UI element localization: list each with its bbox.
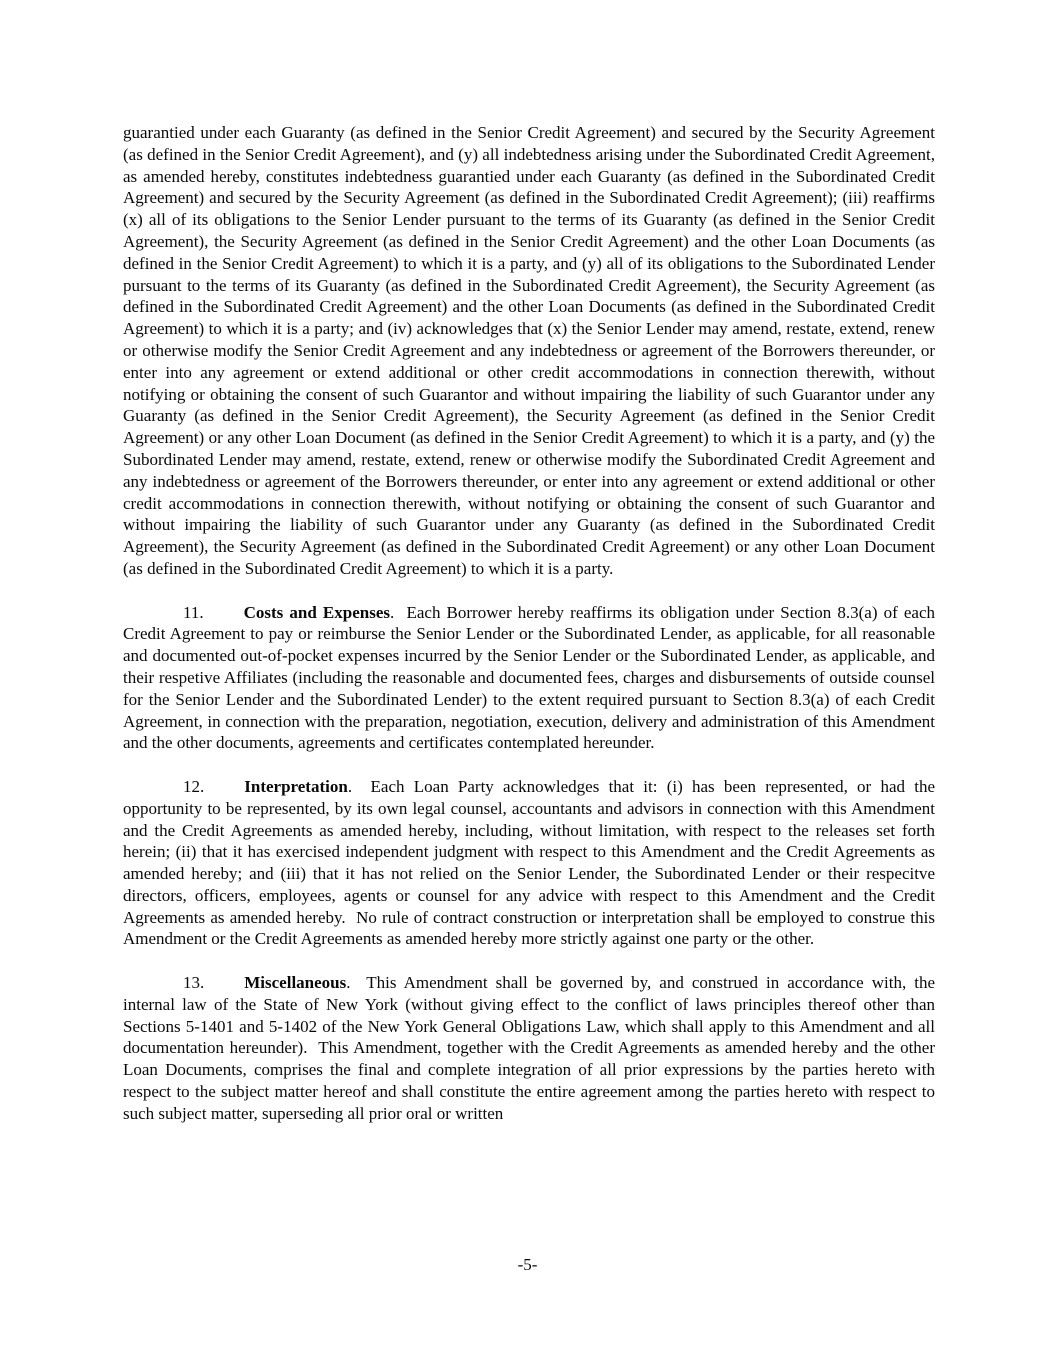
paragraph-body: This Amendment shall be governed by, and construed in accordance with, the internal law of the State of New York (without giving effect to the conflict of laws principles thereof other than Sections 5-1401 and 5-1402 of the New York General Obligations Law, which shall apply to this Amendment and all documentation hereunder). This Amendment, together with the Credit Agreements as amended hereby and the other Loan Documents, comprises the final and complete integration of all prior expressions by the parties hereto with respect to the subject matter hereof and shall constitute the entire agreement among the parties hereto with respect to such subject matter, superseding all prior oral or written [123,973,940,1123]
paragraph-body: Each Loan Party acknowledges that it: (i) has been represented, or had the opportunity to be represented, by its own legal counsel, accountants and advisors in connection with this Amendment and the Credit Agreements as amended hereby, including, without limitation, with respect to the releases set forth herein; (ii) that it has exercised independent judgment with respect to this Amendment and the Credit Agreements as amended hereby; and (iii) that it has not relied on the Senior Lender, the Subordinated Lender or their respecitve directors, officers, employees, agents or counsel for any advice with respect to this Amendment and the Credit Agreements as amended hereby. No rule of contract construction or interpretation shall be employed to construe this Amendment or the Credit Agreements as amended hereby more strictly against one party or the other. [123,776,940,949]
paragraph-13-miscellaneous [123,972,940,1125]
page-number-footer: -5- [517,1255,538,1274]
paragraph-number: 12. [183,776,205,796]
paragraph-number: 11. [183,602,204,622]
paragraph-body: guarantied under each Guaranty (as defined in the Senior Credit Agreement) and secured by the Security Agreement (as defined in the Senior Credit Agreement), and (y) all indebtedness arising under the Subordinated Credit Agreement, as amended hereby, constitutes indebtedness guarantied under each Guaranty (as defined in the Subordinated Credit Agreement) and secured by the Security Agreement (as defined in the Subordinated Credit Agreement); (iii) reaffirms (x) all of its obligations to the Senior Lender pursuant to the terms of its Guaranty (as defined in the Senior Credit Agreement), the Security Agreement (as defined in the Senior Credit Agreement) and the other Loan Documents (as defined in the Senior Credit Agreement) to which it is a party, and (y) all of its obligations to the Subordinated Lender pursuant to the terms of its Guaranty (as defined in the Subordinated Credit Agreement), the Security Agreement (as defined in the Subordinated Credit Agreement) and the other Loan Documents (as defined in the Subordinated Credit Agreement) to which it is a party; and (iv) acknowledges that (x) the Senior Lender may amend, restate, extend, renew or otherwise modify the Senior Credit Agreement and any indebtedness or agreement of the Borrowers thereunder, or enter into any agreement or extend additional or other credit accommodations in connection therewith, without notifying or obtaining the consent of such Guarantor and without impairing the liability of such Guarantor under any Guaranty (as defined in the Senior Credit Agreement), the Security Agreement (as defined in the Senior Credit Agreement) or any other Loan Document (as defined in the Senior Credit Agreement) to which it is a party, and (y) the Subordinated Lender may amend, restate, extend, renew or otherwise modify the Subordinated Credit Agreement and any indebtedness or agreement of the Borrowers thereunder, or enter into any agreement or extend additional or other credit accommodations in connection therewith, without notifying or obtaining the consent of such Guarantor and without impairing the liability of such Guarantor under any Guaranty (as defined in the Subordinated Credit Agreement), the Security Agreement (as defined in the Subordinated Credit Agreement) or any other Loan Document (as defined in the Subordinated Credit Agreement) to which it is a party. [123,123,940,578]
heading-separator: . [347,776,371,796]
document-body [123,122,940,1125]
paragraph-continuation [123,122,940,580]
paragraph-12-interpretation [123,776,940,950]
heading-separator: . [346,973,367,993]
heading-separator: . [390,602,407,622]
paragraph-body: Each Borrower hereby reaffirms its obligation under Section 8.3(a) of each Credit Agreement to pay or reimburse the Senior Lender or the Subordinated Lender, as applicable, for all reasonable and documented out-of-pocket expenses incurred by the Senior Lender or the Subordinated Lender, as applicable, and their respetive Affiliates (including the reasonable and documented fees, charges and disbursements of outside counsel for the Senior Lender and the Subordinated Lender) to the extent required pursuant to Section 8.3(a) of each Credit Agreement, in connection with the preparation, negotiation, execution, delivery and administration of this Amendment and the other documents, agreements and certificates contemplated hereunder. [123,602,940,753]
paragraph-heading: Interpretation [244,776,348,796]
paragraph-11-costs-and-expenses [123,602,940,755]
paragraph-heading: Miscellaneous [244,973,347,993]
paragraph-heading: Costs and Expenses [243,602,390,622]
paragraph-number: 13. [183,973,205,993]
